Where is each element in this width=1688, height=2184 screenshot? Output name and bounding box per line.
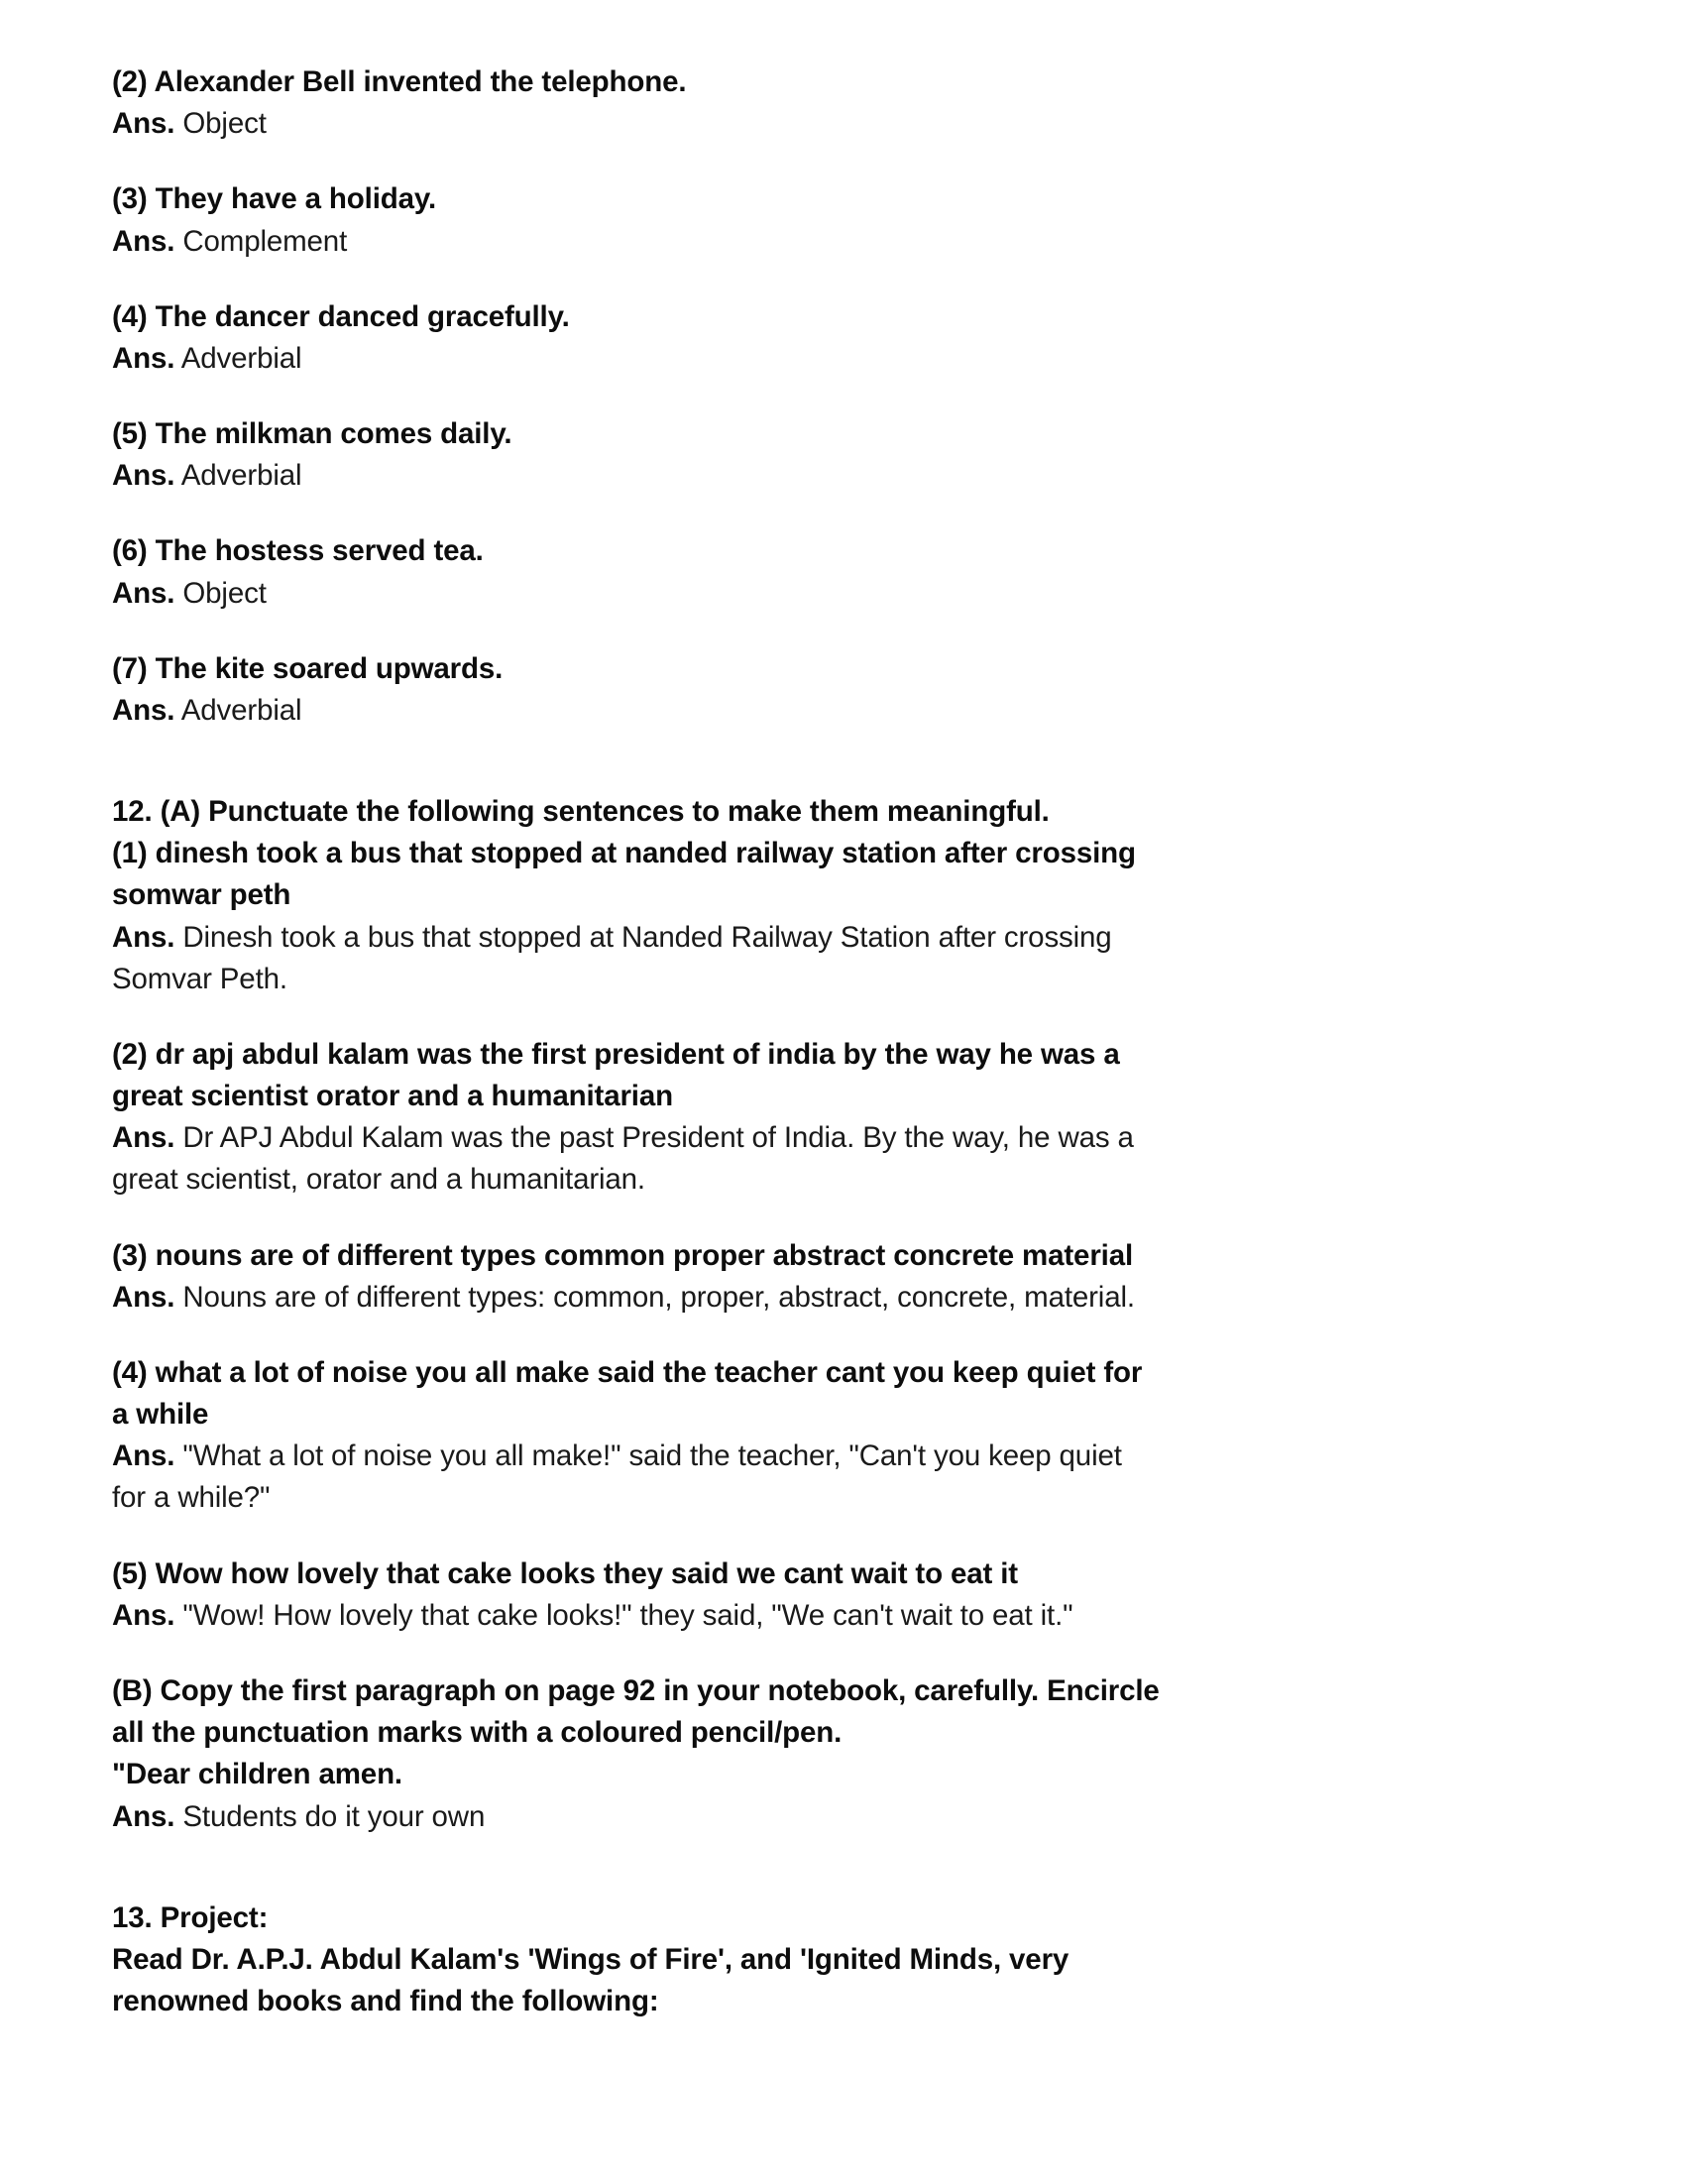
answer-text: Object [182, 107, 267, 141]
qa-block [112, 178, 1569, 262]
answer-line [112, 338, 1569, 380]
ans-label: Ans. [112, 693, 175, 727]
answer-text: Dinesh took a bus that stopped at Nanded Railway Station after crossing Somvar Peth. [112, 920, 1112, 995]
ans-label: Ans. [112, 1439, 175, 1473]
question-text: (5) Wow how lovely that cake looks they said we cant wait to eat it [112, 1556, 1018, 1590]
question-text: (6) The hostess served tea. [112, 534, 484, 568]
section-12 [112, 791, 1569, 1838]
section-12-intro [112, 791, 1569, 1000]
question-text: (1) dinesh took a bus that stopped at nanded railway station after crossing somwar peth [112, 837, 1136, 912]
answer-line [112, 1277, 1163, 1319]
section-13 [112, 1897, 1569, 2023]
qa-block [112, 296, 1569, 380]
answer-text: Adverbial [180, 341, 302, 375]
question-text: (7) The kite soared upwards. [112, 651, 504, 685]
answer-text: "Wow! How lovely that cake looks!" they said, "We can't wait to eat it." [182, 1598, 1073, 1632]
section-12-heading: 12. (A) Punctuate the following sentences to make them meaningful. [112, 795, 1050, 829]
ans-label: Ans. [112, 341, 175, 375]
answer-text: Nouns are of different types: common, proper, abstract, concrete, material. [182, 1280, 1135, 1314]
spacer [112, 765, 1569, 791]
answer-line [112, 1117, 1163, 1201]
question-text: (3) They have a holiday. [112, 182, 437, 216]
qa-block [112, 1352, 1569, 1520]
qa-block [112, 530, 1569, 614]
answer-line [112, 221, 1569, 263]
answer-text: Students do it your own [182, 1799, 486, 1833]
ans-label: Ans. [112, 107, 175, 141]
answer-line [112, 1436, 1163, 1519]
part-b-instruction: (B) Copy the first paragraph on page 92 in your notebook, carefully. Encircle all the punctuation marks with a coloured pencil/pen. [112, 1673, 1160, 1750]
ans-label: Ans. [112, 1280, 175, 1314]
answer-line [112, 573, 1569, 615]
answer-text: Object [182, 576, 267, 610]
answer-text: Complement [182, 224, 348, 258]
ans-label: Ans. [112, 459, 175, 493]
answer-text: Adverbial [180, 693, 302, 727]
answer-line [112, 917, 1163, 1000]
question-text: (2) dr apj abdul kalam was the first president of india by the way he was a great scientist orator and a humanitarian [112, 1037, 1120, 1113]
question-text: (4) what a lot of noise you all make said the teacher cant you keep quiet for a while [112, 1355, 1143, 1432]
qa-block [112, 1034, 1569, 1202]
section-13-heading: 13. Project: [112, 1900, 269, 1934]
question-text: (2) Alexander Bell invented the telephone. [112, 65, 687, 98]
section-13-body: Read Dr. A.P.J. Abdul Kalam's 'Wings of Fire', and 'Ignited Minds, very renowned books and find the following: [112, 1942, 1069, 2018]
question-text: (4) The dancer danced gracefully. [112, 299, 570, 333]
answer-line [112, 455, 1569, 497]
answer-text: Dr APJ Abdul Kalam was the past President of India. By the way, he was a great scientist, orator and a humanitarian. [112, 1121, 1134, 1197]
question-text: (5) The milkman comes daily. [112, 417, 512, 451]
ans-label: Ans. [112, 1598, 175, 1632]
ans-label: Ans. [112, 920, 175, 954]
answer-text: "What a lot of noise you all make!" said the teacher, "Can't you keep quiet for a while?" [112, 1439, 1122, 1515]
part-b-quote: "Dear children amen. [112, 1758, 402, 1791]
question-text: (3) nouns are of different types common proper abstract concrete material [112, 1238, 1133, 1272]
section-12-part-b [112, 1670, 1569, 1838]
qa-block [112, 413, 1569, 497]
answer-line [112, 1796, 1163, 1838]
qa-block [112, 61, 1569, 145]
ans-label: Ans. [112, 224, 175, 258]
ans-label: Ans. [112, 1799, 175, 1833]
answer-line [112, 1595, 1163, 1637]
short-answer-list [112, 61, 1569, 732]
spacer [112, 1872, 1569, 1897]
answer-line [112, 103, 1569, 145]
ans-label: Ans. [112, 576, 175, 610]
answer-text: Adverbial [180, 459, 302, 493]
qa-block [112, 1553, 1569, 1637]
qa-block [112, 1235, 1569, 1319]
ans-label: Ans. [112, 1121, 175, 1155]
answer-line [112, 690, 1569, 732]
qa-block [112, 648, 1569, 732]
